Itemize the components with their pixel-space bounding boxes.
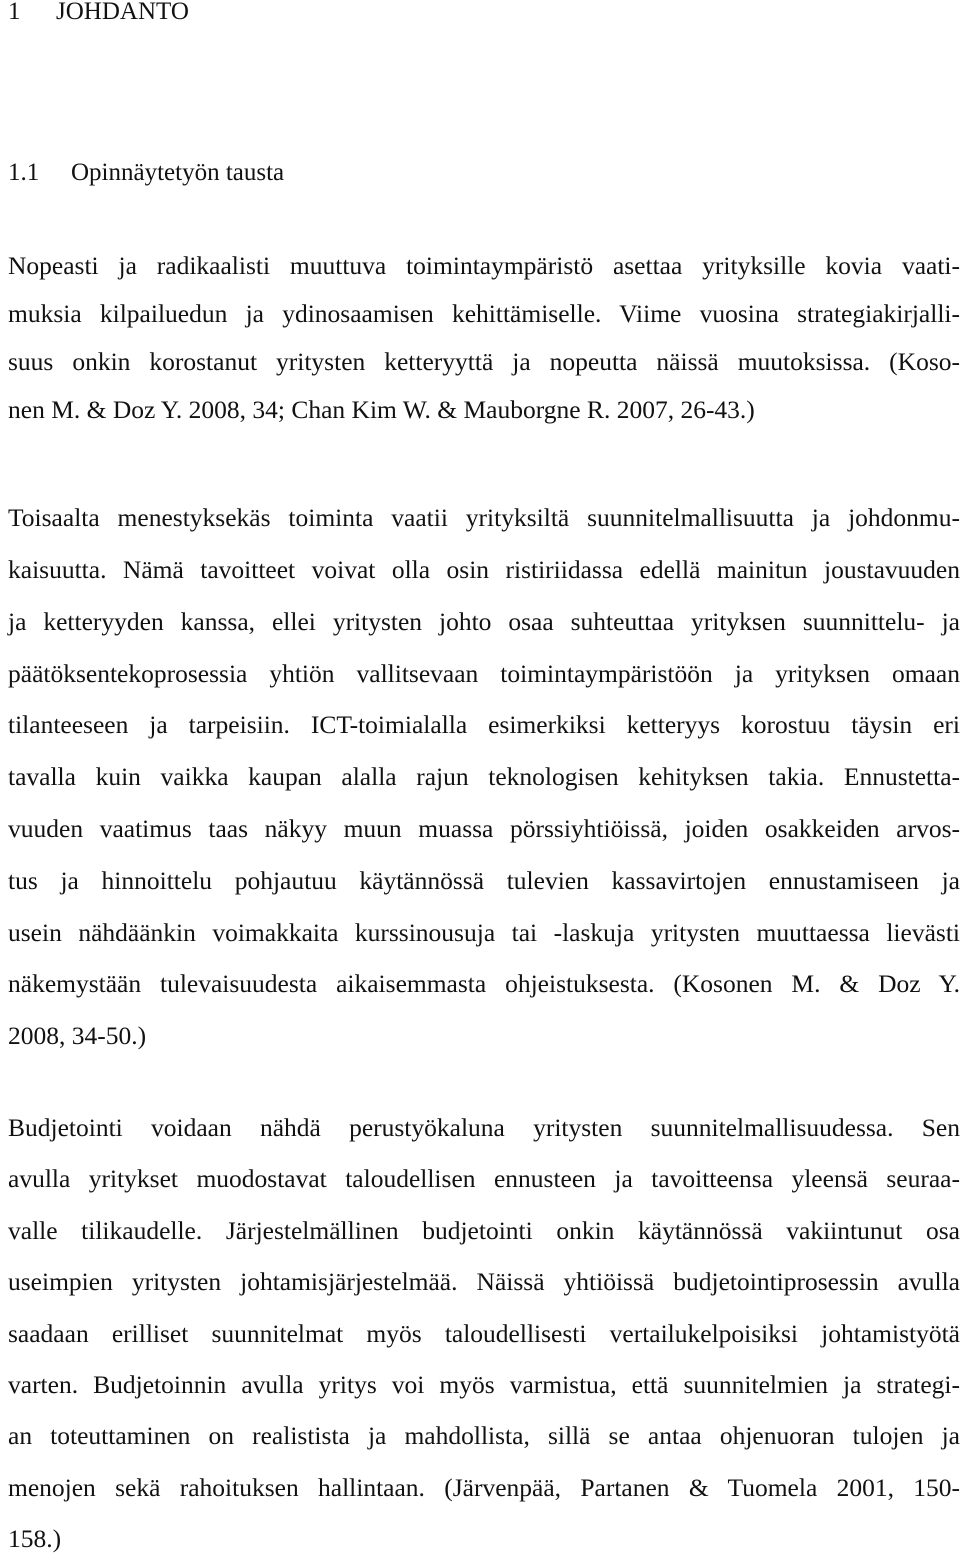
paragraph-line: suus onkin korostanut yritysten ketteryyttä ja nopeutta näissä muutoksissa. (Koso-: [8, 347, 960, 376]
paragraph-line: nen M. & Doz Y. 2008, 34; Chan Kim W. & Mauborgne R. 2007, 26-43.): [8, 395, 755, 424]
paragraph-line: 158.): [8, 1524, 62, 1554]
paragraph-line: kaisuutta. Nämä tavoitteet voivat olla osin ristiriidassa edellä mainitun joustavuuden: [8, 555, 960, 584]
section-heading: [8, 158, 284, 188]
paragraph-line: muksia kilpailuedun ja ydinosaamisen kehittämiselle. Viime vuosina strategiakirjalli-: [8, 299, 960, 328]
paragraph-3: [8, 1102, 960, 1565]
paragraph-line: vuuden vaatimus taas näkyy muun muassa pörssiyhtiöissä, joiden osakkeiden arvos-: [8, 813, 960, 843]
paragraph-line: usein nähdäänkin voimakkaita kurssinousuja tai -laskuja yritysten muuttaessa lievästi: [8, 917, 960, 947]
chapter-heading: [8, 0, 189, 27]
paragraph-line: päätöksentekoprosessia yhtiön vallitsevaan toimintaympäristöön ja yrityksen omaan: [8, 658, 960, 688]
paragraph-line: ja ketteryyden kanssa, ellei yritysten johto osaa suhteuttaa yrityksen suunnittelu- ja: [8, 606, 960, 636]
paragraph-line: varten. Budjetoinnin avulla yritys voi myös varmistua, että suunnitelmien ja strategi-: [8, 1370, 960, 1400]
paragraph-line: 2008, 34-50.): [8, 1021, 147, 1051]
section-title: Opinnäytetyön tausta: [71, 159, 285, 186]
paragraph-line: Toisaalta menestyksekäs toiminta vaatii yrityksiltä suunnitelmallisuutta ja johdonmu-: [8, 503, 960, 532]
paragraph-1: [8, 242, 960, 434]
paragraph-line: Budjetointi voidaan nähdä perustyökaluna yritysten suunnitelmallisuudessa. Sen: [8, 1113, 960, 1142]
chapter-number: 1: [8, 0, 21, 25]
paragraph-2-first-line: [8, 492, 960, 544]
paragraph-line: useimpien yritysten johtamisjärjestelmää. Näissä yhtiöissä budjetointiprosessin avulla: [8, 1267, 960, 1297]
paragraph-line: Nopeasti ja radikaalisti muuttuva toimintaympäristö asettaa yrityksille kovia vaati-: [8, 251, 960, 280]
paragraph-line: saadaan erilliset suunnitelmat myös taloudellisesti vertailukelpoisiksi johtamistyötä: [8, 1318, 960, 1348]
paragraph-line: avulla yritykset muodostavat taloudellisen ennusteen ja tavoitteensa yleensä seuraa-: [8, 1164, 960, 1194]
paragraph-line: tavalla kuin vaikka kaupan alalla rajun teknologisen kehityksen takia. Ennustetta-: [8, 762, 960, 792]
chapter-title: JOHDANTO: [56, 0, 189, 25]
paragraph-line: tilanteeseen ja tarpeisiin. ICT-toimialalla esimerkiksi ketteryys korostuu täysin eri: [8, 710, 960, 740]
section-number: 1.1: [8, 159, 40, 186]
paragraph-line: menojen sekä rahoituksen hallintaan. (Järvenpää, Partanen & Tuomela 2001, 150-: [8, 1472, 960, 1502]
paragraph-line: an toteuttaminen on realistista ja mahdollista, sillä se antaa ohjenuoran tulojen ja: [8, 1421, 960, 1451]
paragraph-line: tus ja hinnoittelu pohjautuu käytännössä tulevien kassavirtojen ennustamiseen ja: [8, 865, 960, 895]
paragraph-line: valle tilikaudelle. Järjestelmällinen budjetointi onkin käytännössä vakiintunut osa: [8, 1215, 960, 1245]
paragraph-line: näkemystään tulevaisuudesta aikaisemmasta ohjeistuksesta. (Kosonen M. & Doz Y.: [8, 969, 960, 999]
paragraph-2: [8, 544, 960, 1062]
